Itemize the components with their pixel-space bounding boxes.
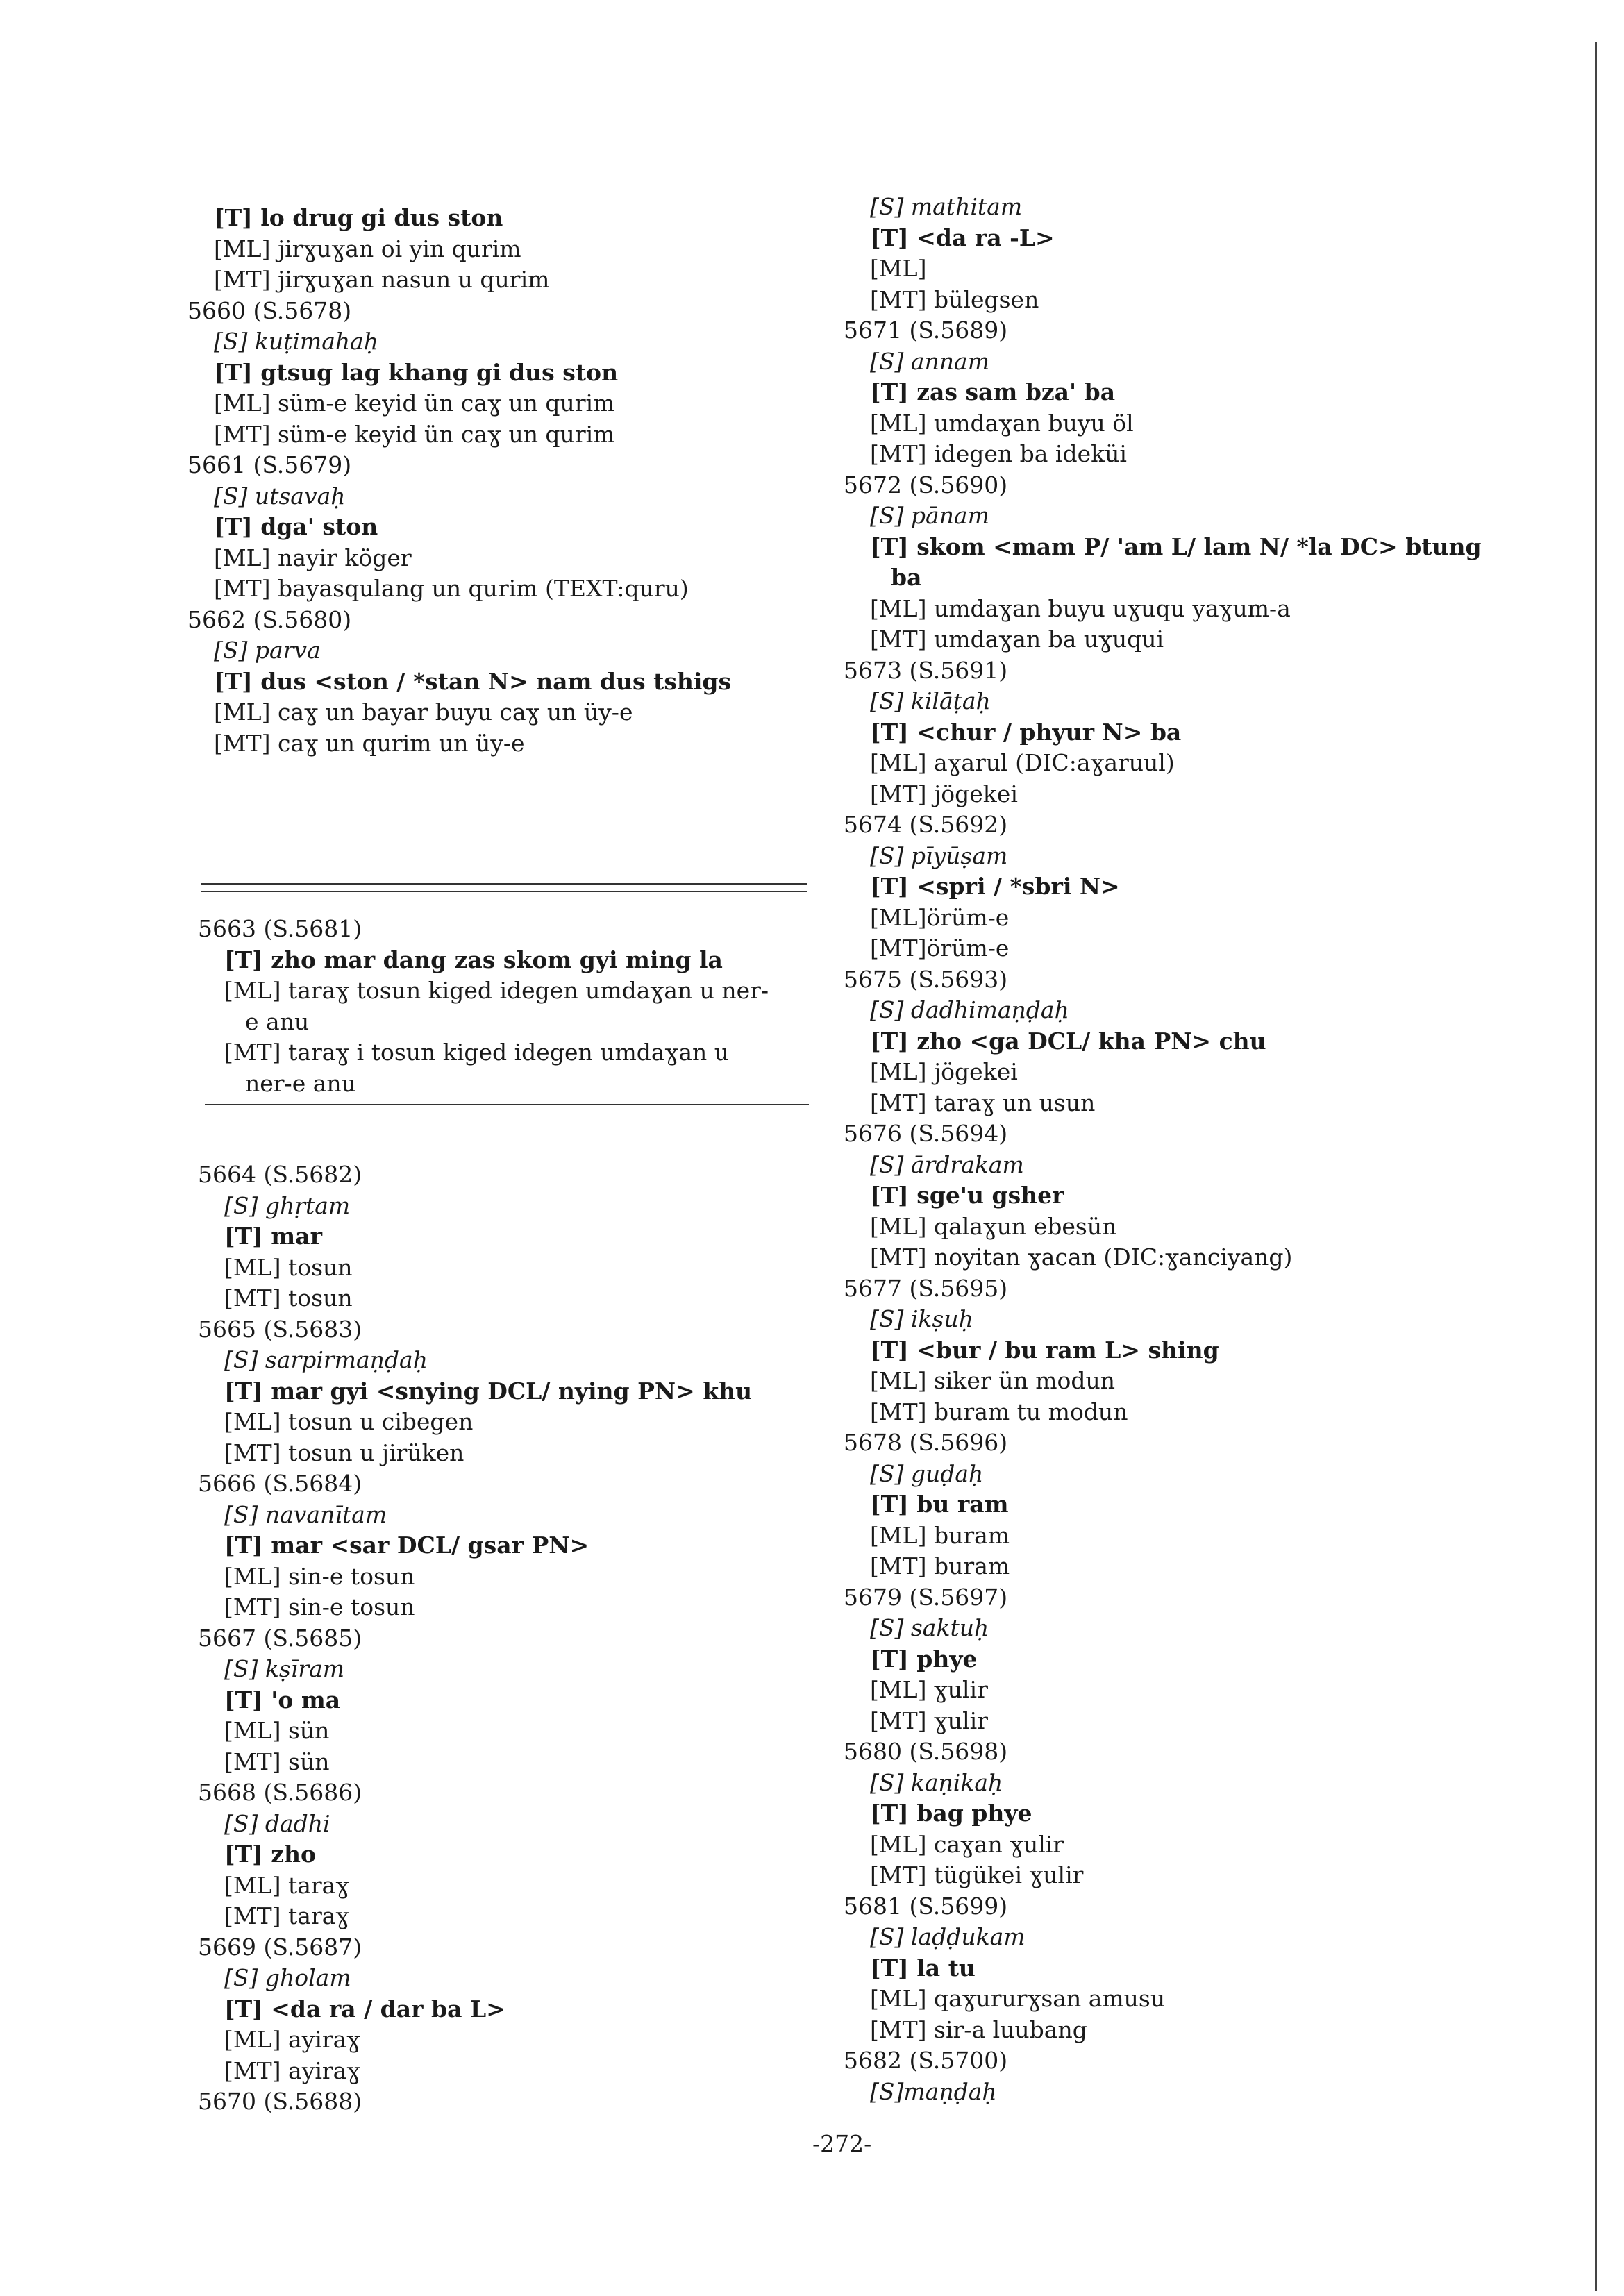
entry-line: [ML] aɣarul (DIC:aɣaruul) (870, 749, 1175, 776)
entry-line: [ML] ayiraɣ (224, 2026, 361, 2053)
entry-line: [ML] taraɣ (224, 1871, 350, 1899)
entry-line: [T] dga' ston (214, 513, 378, 540)
entry-line: [S] ārdrakam (870, 1150, 1024, 1178)
entry-line: [MT] noyitan ɣacan (DIC:ɣanciyang) (870, 1243, 1293, 1271)
entry-line: [MT] sin-e tosun (224, 1593, 415, 1620)
entry-line: [ML] ɣulir (870, 1676, 988, 1703)
entry-line: [S] saktuḥ (870, 1614, 989, 1641)
right-column (844, 192, 1538, 2107)
entry-line: [ML] süm-e keyid ün caɣ un qurim (214, 389, 615, 417)
entry-number: 5676 (S.5694) (844, 1120, 1008, 1147)
entry-line: [T] <da ra -L> (870, 224, 1055, 251)
entry-line: [S] pānam (870, 502, 989, 529)
entry-number: 5663 (S.5681) (198, 915, 362, 942)
entry-line: [S] navanītam (224, 1500, 387, 1528)
entry-line: [S] ghṛtam (224, 1191, 351, 1219)
entry-line: [ML] jirɣuɣan oi yin qurim (214, 235, 521, 262)
entry-number: 5678 (S.5696) (844, 1429, 1008, 1456)
entry-line: [T] <bur / bu ram L> shing (870, 1336, 1219, 1364)
entry-line: [ML] taraɣ tosun kiged idegen umdaɣan u ner- (224, 977, 769, 1004)
entry-line: [MT] tosun (224, 1284, 353, 1312)
entry-line: [MT] bayasqulang un qurim (TEXT:quru) (214, 575, 689, 602)
entry-line: [T] zas sam bza' ba (870, 378, 1116, 405)
entry-line: [S] guḍaḥ (870, 1459, 984, 1487)
entry-number: 5672 (S.5690) (844, 471, 1008, 498)
entry-number: 5662 (S.5680) (187, 605, 352, 633)
entry-line: [T] mar <sar DCL/ gsar PN> (224, 1532, 589, 1559)
entry-line: [T] la tu (870, 1954, 976, 1981)
entry-line: [T] mar (224, 1223, 322, 1250)
entry-line: [MT]örüm-e (870, 935, 1010, 962)
entry-line: [MT] sün (224, 1748, 330, 1775)
entry-number: 5677 (S.5695) (844, 1274, 1008, 1302)
left-column-top (187, 203, 812, 759)
entry-number: 5668 (S.5686) (198, 1779, 362, 1806)
entry-line: [T] phye (870, 1645, 978, 1673)
entry-line: [ML]örüm-e (870, 903, 1010, 931)
entry-line: [MT] buram tu modun (870, 1398, 1128, 1425)
entry-line: [T] dus <ston / *stan N> nam dus tshigs (214, 667, 732, 695)
double-rule-divider (201, 883, 807, 892)
left-column-middle (198, 914, 823, 1099)
entry-line: [S] sarpirmaṇḍaḥ (224, 1346, 428, 1373)
entry-line: [T] mar gyi <snying DCL/ nying PN> khu (224, 1377, 753, 1405)
entry-number: 5669 (S.5687) (198, 1933, 362, 1961)
entry-number: 5680 (S.5698) (844, 1738, 1008, 1765)
single-rule-divider (205, 1104, 809, 1105)
entry-line: [S] ikṣuḥ (870, 1305, 973, 1332)
entry-line: [S] laḍḍukam (870, 1923, 1026, 1950)
entry-line: [ML] nayir köger (214, 544, 412, 571)
entry-line: [S]maṇḍaḥ (870, 2077, 997, 2105)
entry-line: [T] zho (224, 1841, 317, 1868)
page-number: -272- (812, 2130, 872, 2157)
entry-line: [T] zho mar dang zas skom gyi ming la (224, 946, 723, 973)
entry-line: [MT] taraɣ (224, 1902, 350, 1929)
entry-line: [MT] taraɣ un usun (870, 1089, 1096, 1116)
entry-number: 5679 (S.5697) (844, 1583, 1008, 1611)
entry-line: [ML] tosun u cibegen (224, 1408, 474, 1435)
entry-number: 5666 (S.5684) (198, 1470, 362, 1497)
entry-line: ba (891, 564, 922, 591)
entry-line: [S] gholam (224, 1964, 351, 1991)
entry-line: [ML] umdaɣan buyu öl (870, 409, 1134, 437)
entry-number: 5675 (S.5693) (844, 965, 1008, 993)
entry-line: [S] utsavaḥ (214, 482, 346, 510)
entry-line: [ML] siker ün modun (870, 1367, 1116, 1394)
entry-number: 5674 (S.5692) (844, 811, 1008, 838)
entry-line: [S] annam (870, 347, 989, 375)
entry-line: [MT] idegen ba ideküi (870, 440, 1127, 467)
entry-line: [ML] buram (870, 1521, 1010, 1549)
left-column-bottom (198, 1159, 823, 2118)
entry-line: [ML] caɣ un bayar buyu caɣ un üy-e (214, 698, 633, 726)
entry-line: [MT] caɣ un qurim un üy-e (214, 729, 525, 757)
entry-line: [T] skom <mam P/ 'am L/ lam N/ *la DC> btung (870, 533, 1482, 560)
entry-number: 5660 (S.5678) (187, 296, 352, 324)
entry-number: 5673 (S.5691) (844, 656, 1008, 684)
entry-line: [ML] jögekei (870, 1058, 1018, 1085)
entry-number: 5681 (S.5699) (844, 1892, 1008, 1920)
entry-number: 5671 (S.5689) (844, 317, 1008, 344)
entry-line: [MT] tügükei ɣulir (870, 1861, 1084, 1888)
entry-line: [S] kṣīram (224, 1655, 345, 1682)
entry-line: [T] <da ra / dar ba L> (224, 1995, 505, 2022)
entry-line: [S] pīyūṣam (870, 841, 1008, 869)
entry-line: [ML] tosun (224, 1253, 353, 1281)
entry-line: [S] mathitam (870, 193, 1023, 220)
entry-line: [T] <spri / *sbri N> (870, 873, 1120, 900)
entry-line: [MT] bülegsen (870, 285, 1039, 313)
entry-line: [ML] sün (224, 1717, 330, 1744)
entry-line: [ML] qaɣururɣsan amusu (870, 1985, 1166, 2012)
entry-line: [MT] buram (870, 1552, 1010, 1579)
entry-line: [MT] ɣulir (870, 1707, 988, 1734)
entry-number: 5665 (S.5683) (198, 1315, 362, 1343)
entry-line: [S] parva (214, 637, 321, 664)
entry-number: 5667 (S.5685) (198, 1624, 362, 1652)
entry-line: [MT] umdaɣan ba uɣuqui (870, 626, 1164, 653)
entry-number: 5682 (S.5700) (844, 2047, 1008, 2074)
entry-line: [MT] jögekei (870, 780, 1018, 807)
entry-line: [ML] qalaɣun ebesün (870, 1212, 1117, 1240)
entry-number: 5664 (S.5682) (198, 1161, 362, 1188)
entry-line: [T] 'o ma (224, 1686, 341, 1713)
entry-line: e anu (245, 1007, 310, 1035)
entry-line: [MT] tosun u jirüken (224, 1439, 464, 1466)
entry-line: [ML] caɣan ɣulir (870, 1830, 1064, 1858)
entry-line: ner-e anu (245, 1069, 356, 1097)
entry-line: [T] lo drug gi dus ston (214, 204, 503, 231)
entry-line: [MT] ayiraɣ (224, 2056, 361, 2084)
entry-line: [ML] umdaɣan buyu uɣuqu yaɣum-a (870, 594, 1291, 622)
entry-line: [S] kilāṭaḥ (870, 687, 991, 714)
entry-line: [S] dadhi (224, 1809, 330, 1837)
entry-line: [MT] süm-e keyid ün caɣ un qurim (214, 420, 615, 448)
entry-line: [S] dadhimaṇḍaḥ (870, 996, 1069, 1023)
entry-line: [T] sge'u gsher (870, 1182, 1064, 1209)
entry-line: [MT] jirɣuɣan nasun u qurim (214, 266, 550, 293)
entry-number: 5661 (S.5679) (187, 451, 352, 478)
entry-line: [MT] taraɣ i tosun kiged idegen umdaɣan u (224, 1039, 729, 1066)
entry-line: [T] zho <ga DCL/ kha PN> chu (870, 1027, 1266, 1055)
entry-line: [ML] sin-e tosun (224, 1562, 415, 1590)
entry-line: [T] <chur / phyur N> ba (870, 718, 1182, 746)
entry-line: [S] kuṭimahaḥ (214, 328, 379, 355)
entry-line: [MT] sir-a luubang (870, 2016, 1087, 2043)
entry-number: 5670 (S.5688) (198, 2088, 362, 2115)
entry-line: [T] bag phye (870, 1800, 1032, 1827)
entry-line: [T] bu ram (870, 1491, 1009, 1518)
entry-line: [S] kaṇikaḥ (870, 1768, 1003, 1796)
entry-line: [T] gtsug lag khang gi dus ston (214, 358, 619, 386)
entry-line: [ML] (870, 255, 927, 282)
page-edge-line (1595, 42, 1597, 2291)
